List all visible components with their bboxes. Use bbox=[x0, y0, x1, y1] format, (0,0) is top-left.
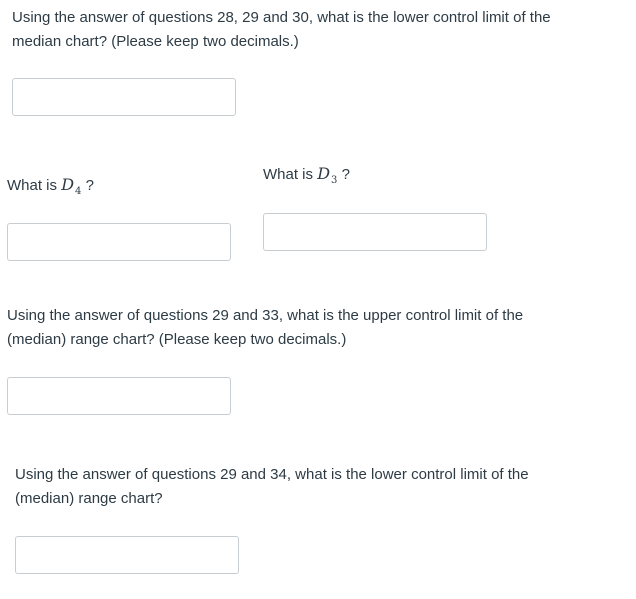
answer-input-lcl-median-chart[interactable] bbox=[12, 78, 236, 116]
question-d4-suffix: ? bbox=[85, 177, 94, 194]
question-d3 bbox=[263, 162, 350, 189]
d4-subscript: 4 bbox=[75, 186, 82, 197]
d3-variable: D bbox=[317, 164, 331, 183]
question-d3-suffix: ? bbox=[341, 166, 350, 183]
d4-variable: D bbox=[61, 175, 75, 194]
question-d3-prefix: What is bbox=[263, 166, 318, 183]
answer-input-lcl-range-chart[interactable] bbox=[15, 536, 239, 574]
answer-input-d4[interactable] bbox=[7, 223, 231, 261]
answer-input-d3[interactable] bbox=[263, 213, 487, 251]
question-d4 bbox=[7, 173, 94, 200]
question-ucl-range-chart: Using the answer of questions 29 and 33, what is the upper control limit of the (median) range chart? (Please keep two decimals.) bbox=[7, 307, 524, 348]
question-lcl-median-chart: Using the answer of questions 28, 29 and 30, what is the lower control limit of the median chart? (Please keep two decimals.) bbox=[12, 9, 551, 50]
question-d4-prefix: What is bbox=[7, 177, 62, 194]
d3-subscript: 3 bbox=[331, 175, 338, 186]
question-lcl-range-chart: Using the answer of questions 29 and 34, what is the lower control limit of the (median) range chart? bbox=[15, 466, 529, 507]
answer-input-ucl-range-chart[interactable] bbox=[7, 377, 231, 415]
